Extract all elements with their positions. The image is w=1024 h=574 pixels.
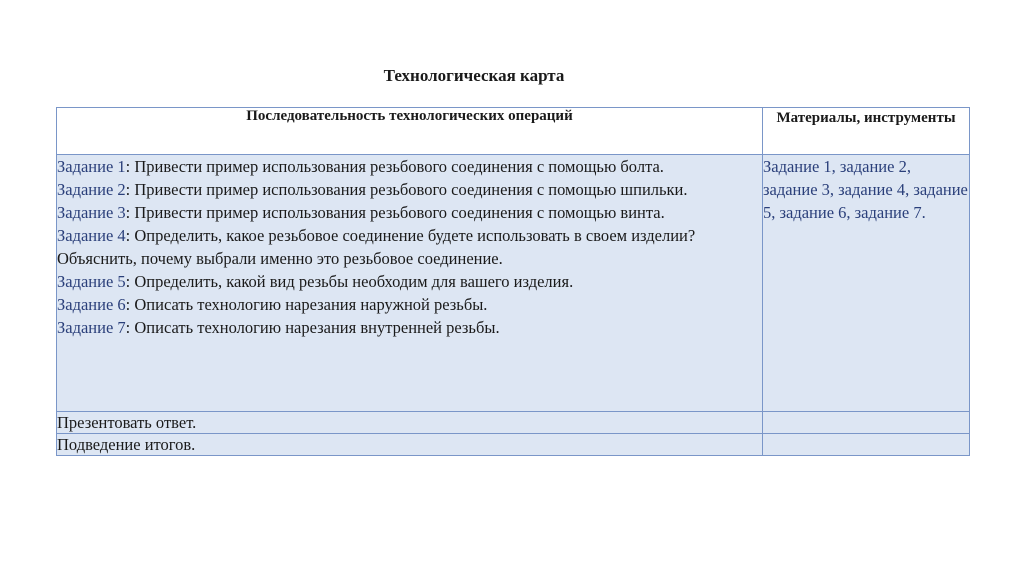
task-label: Задание 2 — [57, 180, 126, 199]
header-operations: Последовательность технологических операций — [57, 108, 763, 155]
task-item — [57, 178, 762, 201]
task-text: : Определить, какое резьбовое соединение будете использовать в своем изделии? Объяснить, почему выбрали именно это резьбовое соединение. — [57, 226, 696, 268]
task-label: Задание 1 — [57, 157, 126, 176]
task-text: : Описать технологию нарезания внутренней резьбы. — [125, 318, 500, 337]
table-row — [57, 434, 970, 456]
page-title: Технологическая карта — [383, 66, 565, 85]
task-text: : Привести пример использования резьбового соединения с помощью болта. — [125, 157, 664, 176]
task-label: Задание 5 — [57, 272, 126, 291]
tasks-row — [57, 155, 970, 412]
task-text: : Определить, какой вид резьбы необходим для вашего изделия. — [125, 272, 574, 291]
materials-empty-cell — [763, 434, 970, 456]
task-item — [57, 155, 762, 178]
tasks-cell — [57, 155, 763, 412]
task-item — [57, 316, 762, 339]
task-item — [57, 293, 762, 316]
table-header-row — [57, 108, 970, 155]
operation-summing-up: Подведение итогов. — [57, 434, 763, 456]
task-item — [57, 224, 762, 270]
task-item — [57, 201, 762, 224]
task-text: : Описать технологию нарезания наружной резьбы. — [125, 295, 488, 314]
task-item — [57, 270, 762, 293]
materials-empty-cell — [763, 412, 970, 434]
materials-cell: Задание 1, задание 2, задание 3, задание 4, задание 5, задание 6, задание 7. — [763, 155, 970, 412]
task-label: Задание 6 — [57, 295, 126, 314]
task-text: : Привести пример использования резьбового соединения с помощью винта. — [125, 203, 665, 222]
table-row — [57, 412, 970, 434]
task-text: : Привести пример использования резьбового соединения с помощью шпильки. — [125, 180, 688, 199]
task-label: Задание 7 — [57, 318, 126, 337]
task-label: Задание 4 — [57, 226, 126, 245]
header-materials: Материалы, инструменты — [763, 108, 970, 155]
operation-present-answer: Презентовать ответ. — [57, 412, 763, 434]
task-label: Задание 3 — [57, 203, 126, 222]
technology-card-table — [56, 107, 970, 456]
